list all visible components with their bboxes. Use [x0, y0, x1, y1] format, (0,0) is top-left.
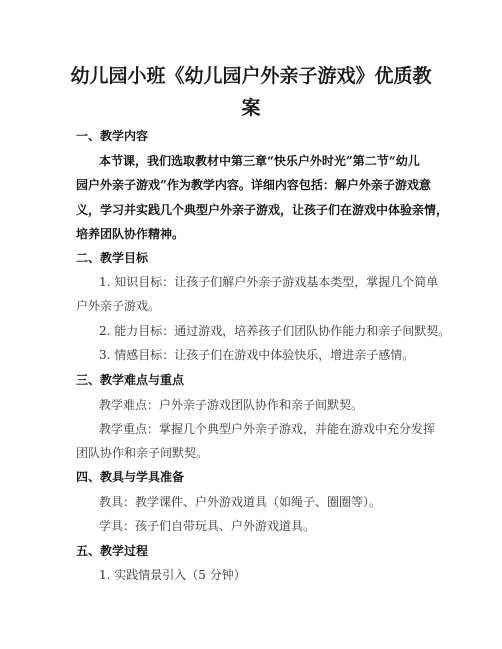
section-heading-process: 五、教学过程	[76, 544, 149, 558]
paragraph-line: 本节课，我们选取教材中第三章“快乐户外时光”第二节“幼儿	[99, 154, 420, 168]
paragraph-line: 义，学习并实践几个典型户外亲子游戏，让孩子们在游戏中体验亲情，	[76, 203, 449, 217]
objective-item-emotion: 3. 情感目标：让孩子们在游戏中体验快乐，增进亲子感情。	[99, 348, 415, 362]
objective-item-knowledge-continued: 户外亲子游戏。	[76, 299, 161, 313]
paragraph-line: 学具：孩子们自带玩具、户外游戏道具。	[99, 519, 316, 533]
paragraph-line: 教具：教学课件、户外游戏道具（如绳子、圈圈等）。	[99, 495, 382, 509]
document-title-line-1: 幼儿园小班《幼儿园户外亲子游戏》优质教	[70, 65, 432, 87]
objective-item-ability: 2. 能力目标：通过游戏，培养孩子们团队协作能力和亲子间默契。	[99, 324, 451, 338]
document-title-line-2: 案	[241, 97, 261, 119]
section-heading-content: 一、教学内容	[76, 129, 149, 143]
objective-item-knowledge: 1. 知识目标：让孩子们解户外亲子游戏基本类型，掌握几个简单	[99, 275, 439, 289]
section-heading-materials: 四、教具与学具准备	[76, 470, 185, 484]
process-item: 1. 实践情景引入（5 分钟）	[99, 568, 246, 582]
paragraph-line: 教学重点：掌握几个典型户外亲子游戏，并能在游戏中充分发挥	[99, 422, 436, 436]
section-heading-objectives: 二、教学目标	[76, 251, 149, 265]
section-heading-key-points: 三、教学难点与重点	[76, 373, 185, 387]
paragraph-line: 团队协作和亲子间默契。	[76, 446, 209, 460]
paragraph-line: 园户外亲子游戏”作为教学内容。详细内容包括：解户外亲子游戏意	[76, 178, 431, 192]
paragraph-line: 培养团队协作精神。	[76, 227, 185, 241]
paragraph-line: 教学难点：户外亲子游戏团队协作和亲子间默契。	[99, 398, 364, 412]
